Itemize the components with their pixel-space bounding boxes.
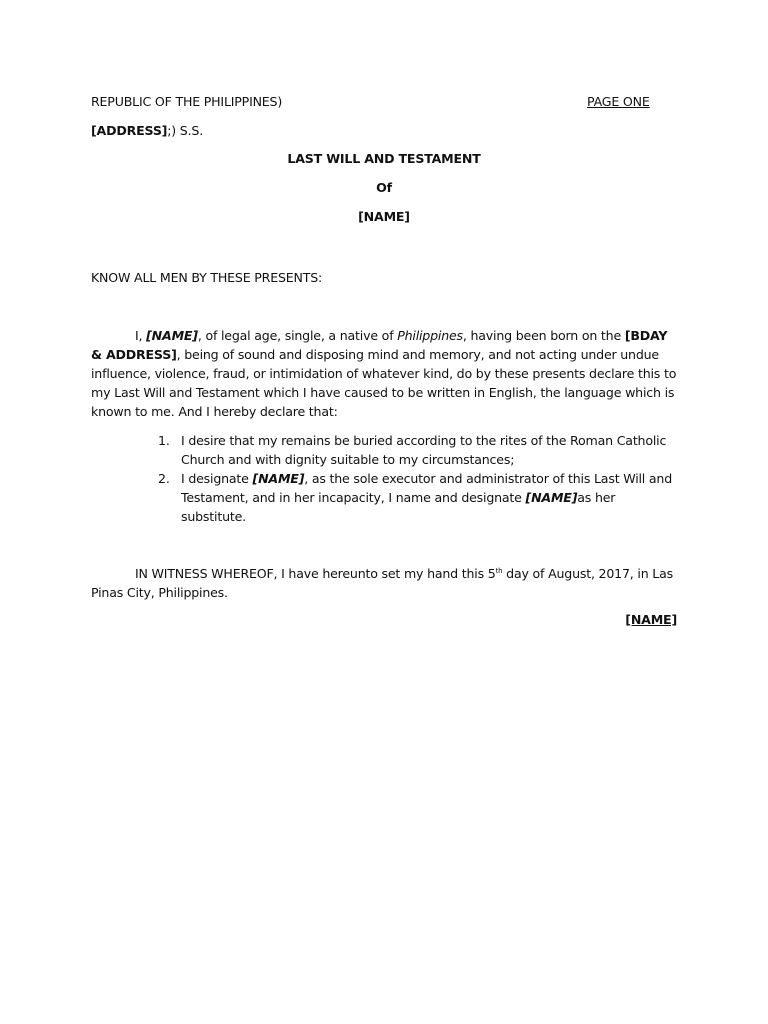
address-suffix: ;) S.S. (167, 123, 204, 138)
para-part-2: , of legal age, single, a native of (197, 328, 398, 343)
bday-address-placeholder: [BDAY & ADDRESS] (91, 328, 668, 362)
jurisdiction-header: REPUBLIC OF THE PHILIPPINES) (91, 94, 283, 109)
witness-part-2: day of August, 2017, in Las Pinas City, Philippines. (91, 566, 673, 600)
list-item (155, 431, 681, 469)
page-number-label: PAGE ONE (587, 94, 650, 109)
document-title: LAST WILL AND TESTAMENT (287, 151, 481, 166)
address-placeholder: [ADDRESS] (91, 123, 168, 138)
list-item-text-part-3: as her substitute. (181, 490, 616, 524)
address-line (91, 121, 203, 140)
para-part-1: I, (135, 328, 147, 343)
para-part-4: , being of sound and disposing mind and memory, and not acting under undue influence, violence, fraud, or intimidation of whatever kind, do by these presents declare this to my Last Will and Testament which I have caused to be written in English, the language which is known to me. And I hereby declare that: (91, 347, 677, 419)
list-item (155, 469, 681, 526)
list-item-text: I desire that my remains be buried according to the rites of the Roman Catholic Church and with dignity suitable to my circumstances; (181, 433, 667, 467)
declarations-list (155, 431, 681, 526)
native-country: Philippines (397, 328, 463, 343)
witness-part-1: IN WITNESS WHEREOF, I have hereunto set my hand this 5 (135, 566, 496, 581)
list-item-text-part-1: I designate (181, 471, 253, 486)
list-item-number: 2. (158, 471, 170, 486)
title-of: Of (376, 180, 392, 195)
para-part-3: , having been born on the (462, 328, 625, 343)
executor-name: [NAME] (252, 471, 305, 486)
list-item-number: 1. (158, 433, 170, 448)
know-all-men-line: KNOW ALL MEN BY THESE PRESENTS: (91, 270, 323, 285)
signature-name: [NAME] (625, 612, 677, 627)
substitute-name: [NAME] (525, 490, 578, 505)
declaration-paragraph (91, 326, 681, 421)
witness-paragraph (91, 564, 681, 602)
list-item-text-part-2: , as the sole executor and administrator of this Last Will and Testament, and in her incapacity, I name and designate (181, 471, 672, 505)
testator-name: [NAME] (146, 328, 198, 343)
title-name: [NAME] (358, 209, 410, 224)
ordinal-suffix: th (495, 566, 503, 575)
